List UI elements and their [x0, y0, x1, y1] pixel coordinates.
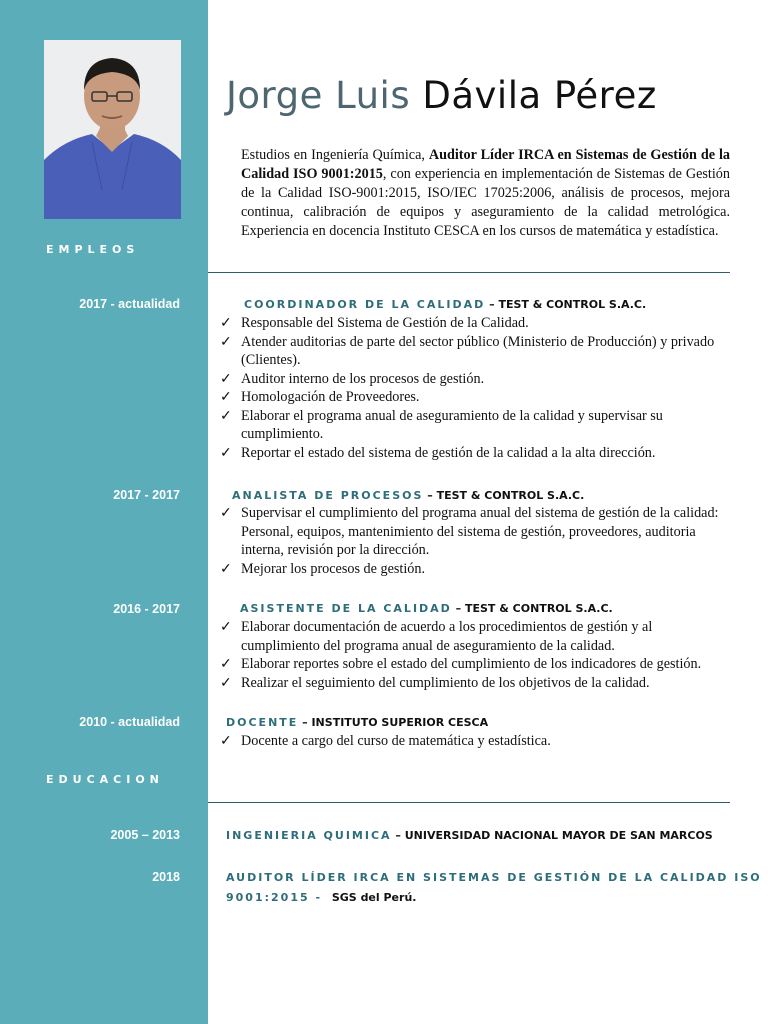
check-icon: ✓: [220, 505, 232, 521]
check-icon: ✓: [220, 560, 232, 577]
summary-rest: , con experiencia en implementación de Sistemas de Gestión de la Calidad ISO-9001:2015, ISO/IEC 17025:2006, análisis de procesos, mejora continua, calibración de equipos y aseguramiento de la calidad metrológica. Experiencia en docencia Instituto CESCA en los cursos de matemática y estadística.: [241, 166, 730, 239]
job-role: ASISTENTE DE LA CALIDAD: [240, 602, 452, 615]
job-duties: [218, 504, 730, 578]
separator: –: [451, 602, 465, 615]
certification: AUDITOR LÍDER IRCA EN SISTEMAS DE GESTIÓN DE LA CALIDAD ISO: [226, 871, 762, 884]
list-item: ✓ Atender auditorias de parte del sector público (Ministerio de Producción) y privado (Clientes).: [220, 333, 715, 368]
certification-standard: 9001:2015 -: [226, 891, 328, 904]
job-role: DOCENTE: [226, 716, 299, 729]
institution: UNIVERSIDAD NACIONAL MAYOR DE SAN MARCOS: [404, 829, 713, 842]
education-entry: [226, 871, 762, 884]
list-item: ✓ Mejorar los procesos de gestión.: [220, 560, 426, 577]
check-icon: ✓: [220, 370, 232, 387]
last-name: Dávila Pérez: [422, 74, 657, 117]
job-duties: [218, 732, 730, 751]
education-entry-line2: [226, 891, 416, 904]
person-photo-icon: [44, 40, 181, 219]
section-label-educacion: EDUCACION: [46, 773, 164, 786]
job-duties: [218, 618, 730, 692]
check-icon: ✓: [220, 333, 232, 350]
check-icon: ✓: [220, 656, 232, 672]
job-date: 2010 - actualidad: [79, 715, 180, 729]
separator: –: [391, 829, 405, 842]
list-item: ✓ Responsable del Sistema de Gestión de la Calidad.: [220, 315, 529, 331]
separator: –: [423, 489, 437, 502]
list-item: ✓ Elaborar reportes sobre el estado del cumplimiento de los indicadores de gestión.: [220, 656, 702, 672]
separator: –: [485, 298, 499, 311]
degree: INGENIERIA QUIMICA: [226, 829, 392, 842]
summary-intro: Estudios en Ingeniería Química,: [241, 147, 429, 163]
list-item: ✓ Elaborar el programa anual de aseguramiento de la calidad y supervisar su cumplimiento.: [220, 407, 663, 442]
divider-educacion: [208, 802, 730, 803]
job-date: 2017 - actualidad: [79, 297, 180, 311]
education-date: 2005 – 2013: [110, 828, 180, 842]
job-duties: [218, 314, 730, 462]
job-org: TEST & CONTROL S.A.C.: [436, 489, 585, 502]
job-date: 2016 - 2017: [113, 602, 180, 616]
list-item: ✓ Docente a cargo del curso de matemática y estadística.: [220, 733, 551, 749]
check-icon: ✓: [220, 315, 232, 331]
job-role: COORDINADOR DE LA CALIDAD: [244, 298, 486, 311]
job-org: TEST & CONTROL S.A.C.: [464, 602, 613, 615]
job-org: TEST & CONTROL S.A.C.: [498, 298, 647, 311]
job-role: ANALISTA DE PROCESOS: [232, 489, 424, 502]
job-org: INSTITUTO SUPERIOR CESCA: [311, 716, 489, 729]
check-icon: ✓: [220, 619, 232, 635]
check-icon: ✓: [220, 674, 232, 691]
divider-empleos: [208, 272, 730, 273]
list-item: ✓ Homologación de Proveedores.: [220, 389, 420, 405]
job-title: [226, 716, 488, 729]
institution: SGS del Perú.: [331, 891, 417, 904]
list-item: ✓ Realizar el seguimiento del cumplimiento de los objetivos de la calidad.: [220, 674, 650, 691]
list-item: ✓ Reportar el estado del sistema de gestión de la calidad a la alta dirección.: [220, 444, 656, 461]
check-icon: ✓: [220, 407, 232, 424]
list-item: ✓ Auditor interno de los procesos de gestión.: [220, 370, 485, 387]
job-date: 2017 - 2017: [113, 488, 180, 502]
candidate-name: [226, 74, 657, 117]
education-date: 2018: [152, 870, 180, 884]
first-name: Jorge Luis: [226, 74, 411, 117]
separator: –: [298, 716, 312, 729]
education-entry: [226, 829, 713, 842]
job-title: [240, 602, 613, 615]
check-icon: ✓: [220, 444, 232, 461]
job-title: [232, 489, 584, 502]
summary-highlight: Auditor Líder IRCA en Sistemas de Gestión de la Calidad ISO 9001:2015: [241, 147, 730, 182]
check-icon: ✓: [220, 733, 232, 749]
list-item: ✓ Supervisar el cumplimiento del programa anual del sistema de gestión de la calidad: Personal, equipos, mantenimiento del sistema de gestión, proveedores, auditoria interna, revisión por la dirección.: [220, 505, 719, 558]
list-item: ✓ Elaborar documentación de acuerdo a los procedimientos de gestión y al cumplimiento del programa anual de aseguramiento de la calidad.: [220, 619, 653, 654]
job-title: [244, 298, 646, 311]
check-icon: ✓: [220, 389, 232, 405]
profile-summary: [241, 146, 730, 241]
profile-photo: [44, 40, 181, 219]
section-label-empleos: EMPLEOS: [46, 243, 140, 256]
